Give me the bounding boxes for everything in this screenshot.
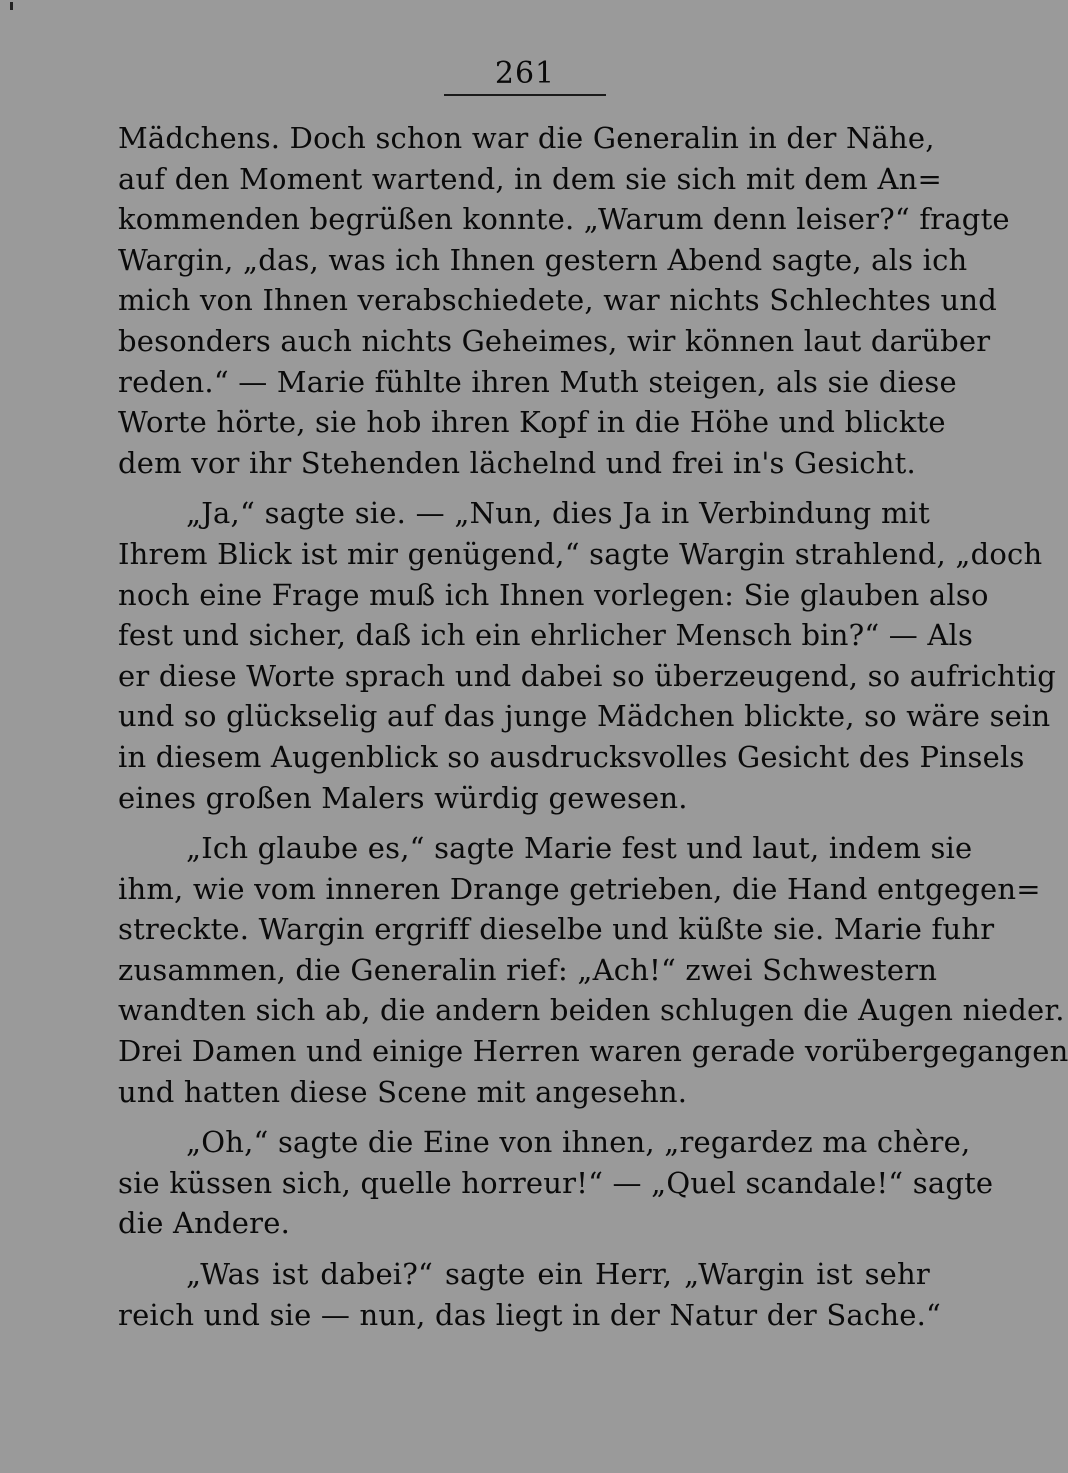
text-line: Worte hörte, sie hob ihren Kopf in die Höhe und blickte bbox=[118, 405, 946, 440]
paragraph-4 bbox=[118, 1122, 994, 1244]
text-line: „Ich glaube es,“ sagte Marie fest und laut, indem sie bbox=[186, 831, 973, 866]
text-line: in diesem Augenblick so ausdrucksvolles Gesicht des Pinsels bbox=[118, 739, 1025, 774]
text-line: auf den Moment wartend, in dem sie sich mit dem An= bbox=[118, 161, 943, 196]
text-line: Drei Damen und einige Herren waren gerade vorübergegangen bbox=[118, 1034, 1068, 1069]
text-line: streckte. Wargin ergriff dieselbe und küßte sie. Marie fuhr bbox=[118, 912, 995, 947]
text-line: reich und sie — nun, das liegt in der Natur der Sache.“ bbox=[118, 1297, 942, 1332]
text-line: fest und sicher, daß ich ein ehrlicher Mensch bin?“ — Als bbox=[118, 618, 974, 653]
text-line: besonders auch nichts Geheimes, wir können laut darüber bbox=[118, 323, 991, 358]
text-line: sie küssen sich, quelle horreur!“ — „Quel scandale!“ sagte bbox=[118, 1165, 994, 1200]
text-line: ihm, wie vom inneren Drange getrieben, die Hand entgegen= bbox=[118, 871, 1041, 906]
text-line: reden.“ — Marie fühlte ihren Muth steigen, als sie diese bbox=[118, 364, 957, 399]
text-line: mich von Ihnen verabschiedete, war nichts Schlechtes und bbox=[118, 283, 997, 318]
text-line: er diese Worte sprach und dabei so überzeugend, so aufrichtig bbox=[118, 658, 1057, 693]
text-line: Wargin, „das, was ich Ihnen gestern Abend sagte, als ich bbox=[118, 242, 968, 277]
text-line: kommenden begrüßen konnte. „Warum denn leiser?“ fragte bbox=[118, 202, 1010, 237]
paragraph-2 bbox=[118, 493, 1057, 818]
paragraph-1 bbox=[118, 118, 1010, 483]
text-line: Mädchens. Doch schon war die Generalin in der Nähe, bbox=[118, 121, 935, 155]
text-line: „Oh,“ sagte die Eine von ihnen, „regardez ma chère, bbox=[186, 1125, 971, 1160]
text-line: dem vor ihr Stehenden lächelnd und frei in's Gesicht. bbox=[118, 445, 916, 480]
text-line: zusammen, die Generalin rief: „Ach!“ zwei Schwestern bbox=[118, 952, 938, 987]
text-line: „Ja,“ sagte sie. — „Nun, dies Ja in Verbindung mit bbox=[186, 496, 930, 531]
page-number: 261 bbox=[494, 56, 556, 91]
print-speck bbox=[10, 2, 13, 10]
paragraph-5 bbox=[118, 1254, 942, 1335]
text-line: Ihrem Blick ist mir genügend,“ sagte Wargin strahlend, „doch bbox=[118, 536, 1043, 571]
paragraph-3 bbox=[118, 828, 1068, 1112]
text-line: die Andere. bbox=[118, 1206, 291, 1241]
text-line: eines großen Malers würdig gewesen. bbox=[118, 780, 688, 815]
header-rule bbox=[444, 94, 606, 96]
text-body bbox=[118, 118, 1068, 1335]
text-line: und hatten diese Scene mit angesehn. bbox=[118, 1074, 688, 1109]
text-line: noch eine Frage muß ich Ihnen vorlegen: Sie glauben also bbox=[118, 577, 989, 612]
text-line: und so glückselig auf das junge Mädchen blickte, so wäre sein bbox=[118, 699, 1051, 734]
text-line: „Was ist dabei?“ sagte ein Herr, „Wargin ist sehr bbox=[186, 1257, 930, 1292]
text-line: wandten sich ab, die andern beiden schlugen die Augen nieder. bbox=[118, 993, 1065, 1028]
